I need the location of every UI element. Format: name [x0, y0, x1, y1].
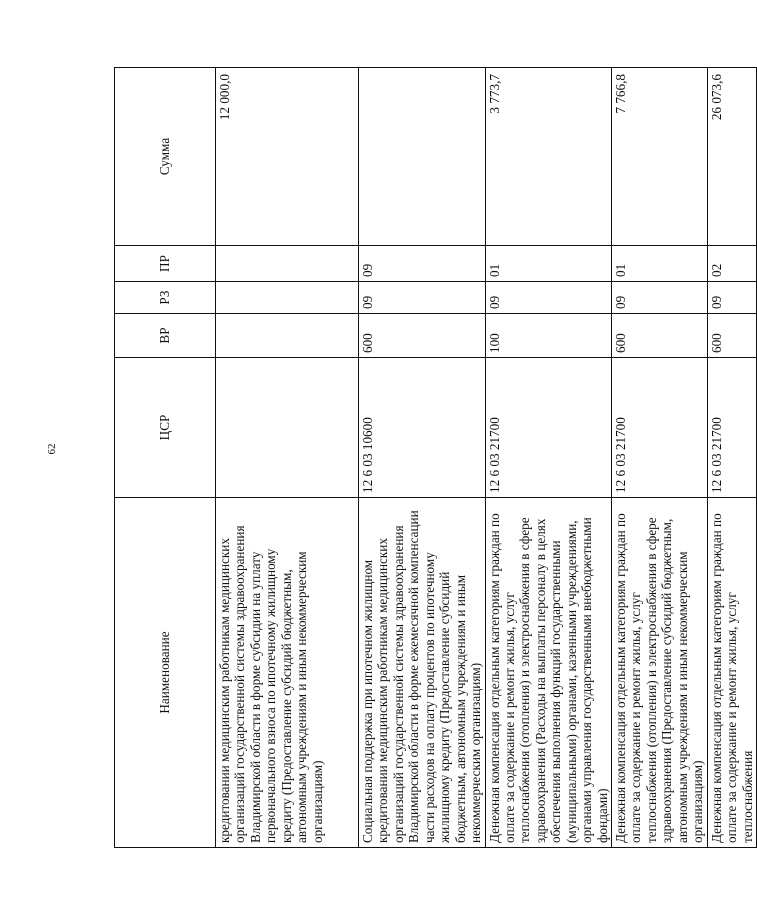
cell-name: Денежная компенсация отдельным категориям граждан по оплате за содержание и ремонт жилья, услуг теплоснабжения [707, 498, 756, 848]
cell-rz [216, 282, 359, 314]
cell-vr: 100 [485, 314, 612, 358]
header-vr: ВР [115, 314, 216, 358]
header-sum: Сумма [115, 68, 216, 246]
cell-name: Денежная компенсация отдельным категориям граждан по оплате за содержание и ремонт жилья, услуг теплоснабжения (отопления) и электроснабжения в сфере здравоохранения (Расходы на выплаты персоналу в целях обеспечения выполнения функций государственными (муниципальными) органами, казенными учреждениями, органами управления государственными внебюджетными фондами) [485, 498, 612, 848]
budget-table [114, 67, 757, 848]
cell-vr: 600 [707, 314, 756, 358]
cell-vr [216, 314, 359, 358]
cell-csr [216, 358, 359, 498]
cell-pr: 09 [359, 246, 486, 282]
cell-rz: 09 [612, 282, 708, 314]
table-row [216, 68, 359, 848]
cell-name: кредитовании медицинским работникам медицинских организаций государственной системы здравоохранения Владимирской области в форме субсидии на уплату первоначального взноса по ипотечному жилищному кредиту (Предоставление субсидий бюджетным, автономным учреждениям и иным некоммерческим организациям) [216, 498, 359, 848]
table-row [359, 68, 486, 848]
cell-sum: 12 000,0 [216, 68, 359, 246]
page-number: 62 [46, 443, 58, 455]
cell-name: Социальная поддержка при ипотечном жилищном кредитовании медицинским работникам медицинских организаций государственной системы здравоохранения Владимирской области в форме ежемесячной компенсации части расходов на оплату процентов по ипотечному жилищному кредиту (Предоставление субсидий бюджетным, автономным учреждениям и иным некоммерческим организациям) [359, 498, 486, 848]
cell-rz: 09 [485, 282, 612, 314]
cell-rz: 09 [359, 282, 486, 314]
table-row [612, 68, 708, 848]
header-rz: РЗ [115, 282, 216, 314]
cell-name: Денежная компенсация отдельным категориям граждан по оплате за содержание и ремонт жилья, услуг теплоснабжения (отопления) и электроснабжения в сфере здравоохранения (Предоставление субсидий бюджетным, автономным учреждениям и иным некоммерческим организациям) [612, 498, 708, 848]
cell-pr: 02 [707, 246, 756, 282]
table-row [707, 68, 756, 848]
cell-csr: 12 6 03 21700 [707, 358, 756, 498]
cell-pr [216, 246, 359, 282]
cell-pr: 01 [612, 246, 708, 282]
header-name: Наименование [115, 498, 216, 848]
cell-csr: 12 6 03 21700 [485, 358, 612, 498]
cell-vr: 600 [359, 314, 486, 358]
cell-vr: 600 [612, 314, 708, 358]
cell-csr: 12 6 03 10600 [359, 358, 486, 498]
cell-pr: 01 [485, 246, 612, 282]
header-csr: ЦСР [115, 358, 216, 498]
cell-sum: 3 773,7 [485, 68, 612, 246]
cell-sum: 26 073,6 [707, 68, 756, 246]
cell-sum [359, 68, 486, 246]
table-row [485, 68, 612, 848]
cell-rz: 09 [707, 282, 756, 314]
budget-table-rotated [114, 68, 755, 848]
cell-sum: 7 766,8 [612, 68, 708, 246]
header-pr: ПР [115, 246, 216, 282]
cell-csr: 12 6 03 21700 [612, 358, 708, 498]
header-row [115, 68, 216, 848]
